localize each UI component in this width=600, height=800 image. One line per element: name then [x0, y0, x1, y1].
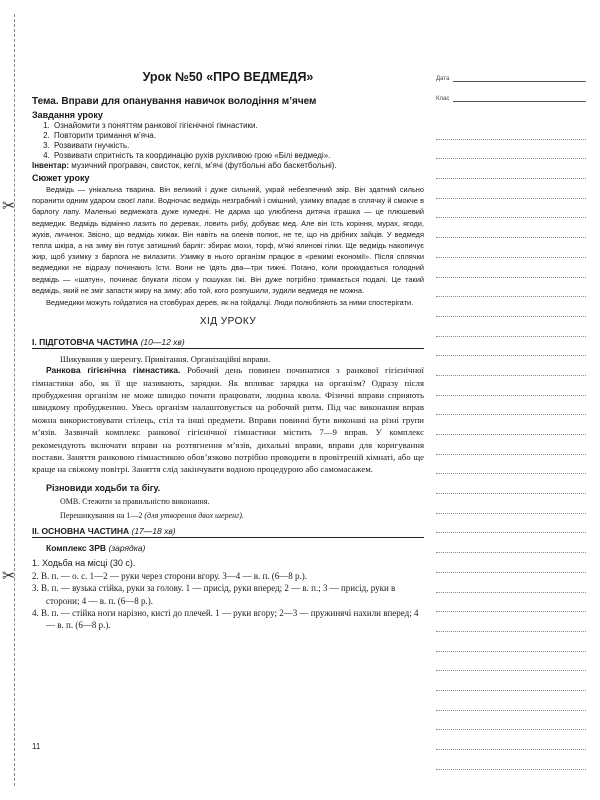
note-line[interactable] — [436, 514, 586, 534]
note-line[interactable] — [436, 238, 586, 258]
tasks-list — [32, 121, 424, 161]
note-line[interactable] — [436, 652, 586, 672]
part2-title: ІІ. ОСНОВНА ЧАСТИНА — [32, 525, 130, 536]
morning-gymnastics-paragraph — [32, 364, 424, 476]
rebuild-note-italic: (для утворення двох шеренг). — [144, 510, 244, 520]
task-item: 3. Розвивати гнучкість. — [52, 141, 424, 151]
note-line[interactable] — [436, 612, 586, 632]
lesson-theme: Тема. Вправи для опанування навичок володіння м’ячем — [32, 96, 317, 107]
note-line[interactable] — [436, 415, 586, 435]
inventory — [32, 161, 424, 171]
class-label: Клас — [436, 96, 450, 102]
part2-heading — [32, 526, 424, 538]
note-line[interactable] — [436, 533, 586, 553]
inventory-text: музичний програвач, свисток, кеглі, м’ячі (футбольні або баскетбольні). — [69, 161, 337, 170]
note-line[interactable] — [436, 199, 586, 219]
scissors-icon: ✂ — [2, 566, 16, 585]
note-line[interactable] — [436, 730, 586, 750]
note-line[interactable] — [436, 258, 586, 278]
exercise-item: 3. В. п. — вузька стійка, руки за голову. 1 — присід, руки вперед; 2 — в. п.; 3 — присід, руки в сторони; 4 — в. п. (6—8 р.). — [32, 583, 396, 606]
note-line[interactable] — [436, 455, 586, 475]
note-line[interactable] — [436, 356, 586, 376]
task-item: 4. Розвивати спритність та координацію рухів рухливою грою «Білі ведмеді». — [52, 151, 424, 161]
note-line[interactable] — [436, 140, 586, 160]
part2-time: (17—18 хв) — [129, 525, 176, 536]
note-line[interactable] — [436, 297, 586, 317]
part1-time: (10—12 хв) — [138, 337, 185, 348]
notes-lines — [436, 120, 586, 770]
note-line[interactable] — [436, 396, 586, 416]
walking-running-heading: Різновиди ходьби та бігу. — [46, 482, 161, 493]
task-item: 2. Повторити тримання м’яча. — [52, 131, 424, 141]
note-line[interactable] — [436, 750, 586, 770]
note-line[interactable] — [436, 593, 586, 613]
story-heading: Сюжет уроку — [32, 173, 90, 183]
scissors-icon: ✂ — [2, 196, 16, 215]
complex-note: (зарядка) — [106, 542, 146, 553]
note-line[interactable] — [436, 632, 586, 652]
lesson-content — [32, 70, 424, 631]
part1-heading — [32, 337, 424, 349]
notes-header — [436, 70, 586, 110]
lesson-title: Урок №50 «ПРО ВЕДМЕДЯ» — [142, 70, 314, 84]
note-line[interactable] — [436, 317, 586, 337]
complex-title: Комплекс ЗРВ — [46, 542, 107, 553]
note-line[interactable] — [436, 120, 586, 140]
complex-heading — [46, 543, 424, 553]
page-number: 11 — [32, 742, 41, 751]
note-line[interactable] — [436, 218, 586, 238]
rebuild-note — [60, 511, 424, 520]
task-item: 1. Ознайомити з поняттям ранкової гігієнічної гімнастики. — [52, 121, 424, 131]
note-line[interactable] — [436, 573, 586, 593]
part1-intro: Шикування у шеренгу. Привітання. Організаційні вправи. — [60, 354, 271, 365]
exercise-item: 4. В. п. — стійка ноги нарізно, кисті до плечей. 1 — руки вгору; 2—3 — пружинячі нахили вперед; 4 — в. п. (6—8 р.). — [32, 607, 419, 630]
note-line[interactable] — [436, 435, 586, 455]
note-line[interactable] — [436, 474, 586, 494]
note-line[interactable] — [436, 278, 586, 298]
story-paragraph: Ведмедики можуть гойдатися на стовбурах дерев, як на гойдалці. Люди полюбляють за ними спостерігати. — [46, 298, 414, 308]
exercise-item: 1. Ходьба на місці (30 с). — [32, 557, 136, 568]
omv-note: ОМВ. Стежити за правильністю виконання. — [60, 496, 210, 506]
morning-gymnastics-title: Ранкова гігієнічна гімнастика. — [46, 365, 181, 376]
note-line[interactable] — [436, 376, 586, 396]
class-field[interactable] — [436, 90, 586, 102]
story-paragraph: Ведмідь — унікальна тварина. Він великий і дуже сильний, украй небезпечний звір. Він здатний сильно поранити одним ударом своєї лапи. Водночас ведмідь незграбний і смішний, узимку впадає в сплячку й смокче в барлогу лапу. Маленькі ведмежата дуже кумедні. Не дарма що улюблена дитяча іграшка — це плюшевий ведмедик. Ведмідь відмінно лазить по деревах, ловить рибу, добуває мед. Але він їсть коріння, мурах, ягоди, жуків, личинок. Звісно, що ведмідь хижак. Він навіть на оленів полює, не те, що на дрібних зайців. У ведмедя тепла шкіра, а на зиму він готує затишний барліг: збирає мохи, торф, м’які ялинові гілки. Ще ведмідь накопичує жир, щоб узимку з барлога не вилазити. Узимку в нього організм працює в «режимі економії». Після сплячки ведмедики не відразу починають їсти. Вони не їдять два—три тижні. Погано, коли прокидається голодний ведмідь — «шатун», починає блукати лісом у пошуках їжі. Він дуже потрібно тримається подалі. Це такий ведмідь, який не зміг запасти жиру на зиму; або той, кого розпушили, зудили ведмедя не можна. — [32, 185, 424, 295]
class-fill-line[interactable] — [453, 94, 586, 102]
note-line[interactable] — [436, 671, 586, 691]
rebuild-text: Перешикування на 1—2 — [60, 510, 145, 520]
note-line[interactable] — [436, 179, 586, 199]
part1-title: І. ПІДГОТОВЧА ЧАСТИНА — [32, 337, 139, 348]
date-fill-line[interactable] — [453, 74, 586, 82]
note-line[interactable] — [436, 494, 586, 514]
exercise-item: 2. В. п. — о. с. 1—2 — руки через сторони вгору. 3—4 — в. п. (6—8 р.). — [32, 571, 308, 582]
lesson-flow-heading: ХІД УРОКУ — [199, 316, 257, 328]
tasks-heading: Завдання уроку — [32, 110, 103, 120]
date-field[interactable] — [436, 70, 586, 82]
note-line[interactable] — [436, 711, 586, 731]
morning-gymnastics-text: Робочий день повинен починатися з ранкової гігієнічної гімнастики або, як її ще називають, зарядки. Як впливає зарядка на організм? Одразу після пробудження організм не може швидко почати працювати, людина квола. Фізичні вправи сприяють швидкому пробудженню. Увесь організм налаштовується на робочий ритм. Під час виконання вправ можна використовувати стілець, стіл та інші предмети. Вправи повинні бути виконані на різні групи м’язів. Зазвичай комплекс ранкової гігієнічної гімнастики містить 7—9 вправ. У комплекс рекомендують включати вправи на розтягнення м’язів, дихальні вправи, вправи для коригування постави. Заняття ранковою гімнастикою обов’язково потрібно проводити в провітреній кімнаті, або ще краще на свіжому повітрі. Заняття слід закінчувати водною процедурою або самомасажем. — [32, 365, 424, 475]
note-line[interactable] — [436, 691, 586, 711]
date-label: Дата — [436, 76, 450, 82]
note-line[interactable] — [436, 553, 586, 573]
inventory-label: Інвентар: — [32, 161, 70, 170]
cut-margin-line — [14, 14, 15, 786]
note-line[interactable] — [436, 159, 586, 179]
note-line[interactable] — [436, 337, 586, 357]
